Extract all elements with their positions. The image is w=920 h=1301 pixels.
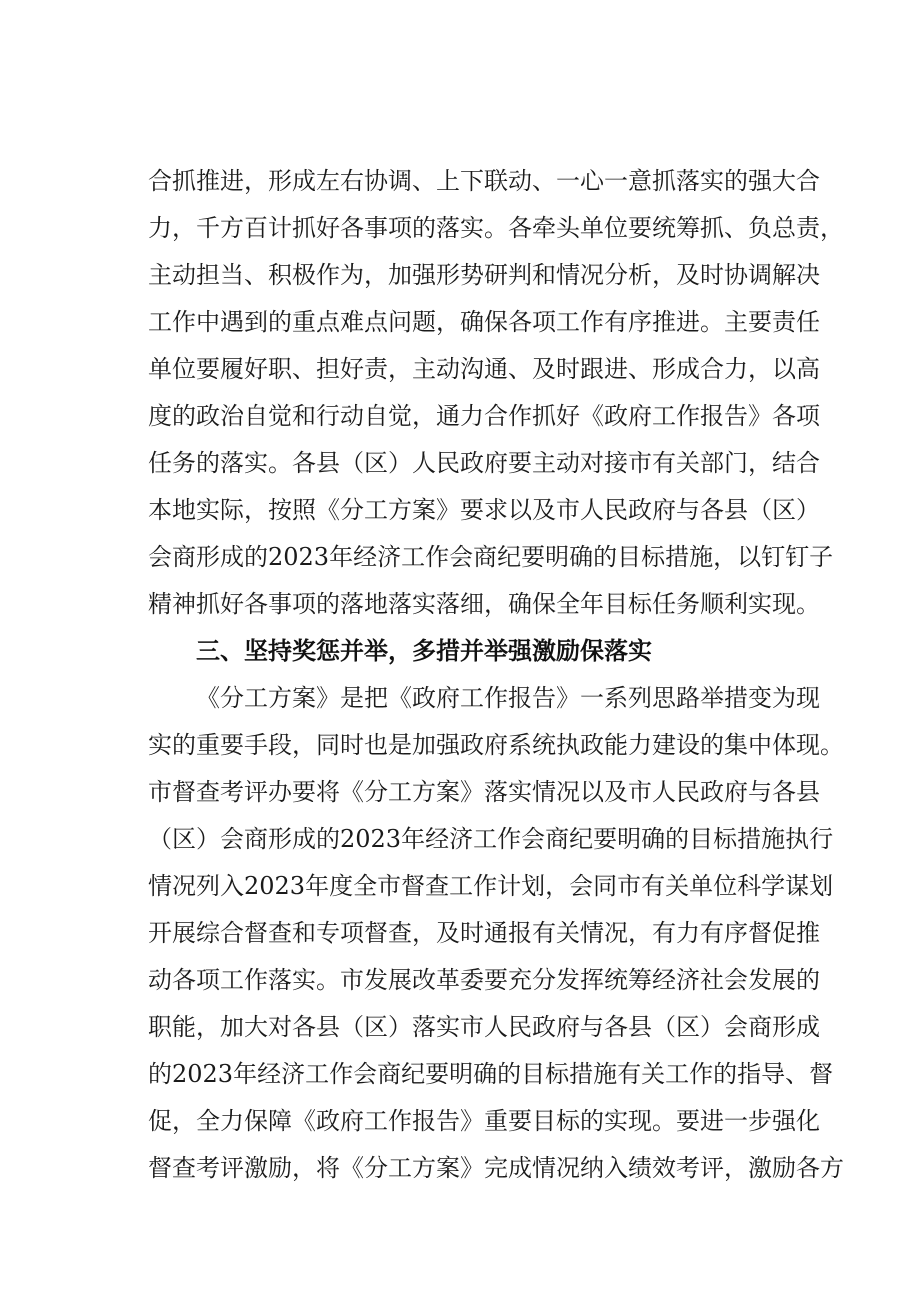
text-line: 市督查考评办要将《分工方案》落实情况以及市人民政府与各县 bbox=[148, 778, 820, 806]
text-line: 任务的落实。各县（区）人民政府要主动对接市有关部门，结合 bbox=[148, 449, 820, 477]
text-line: 《分工方案》是把《政府工作报告》一系列思路举措变为现 bbox=[196, 684, 820, 712]
text-line: 本地实际，按照《分工方案》要求以及市人民政府与各县（区） bbox=[148, 496, 820, 524]
text-line: 的2023年经济工作会商纪要明确的目标措施有关工作的指导、督 bbox=[148, 1060, 834, 1088]
text-line: 会商形成的2023年经济工作会商纪要明确的目标措施，以钉钉子 bbox=[148, 543, 834, 571]
text-line: 实的重要手段，同时也是加强政府系统执政能力建设的集中体现。 bbox=[148, 731, 844, 759]
paragraph-2 bbox=[148, 675, 844, 1192]
text-line: 开展综合督查和专项督查，及时通报有关情况，有力有序督促推 bbox=[148, 919, 820, 947]
text-line: 促，全力保障《政府工作报告》重要目标的实现。要进一步强化 bbox=[148, 1107, 820, 1135]
text-line: 主动担当、积极作为，加强形势研判和情况分析，及时协调解决 bbox=[148, 261, 820, 289]
text-line: 精神抓好各事项的落地落实落细，确保全年目标任务顺利实现。 bbox=[148, 590, 820, 618]
text-line: 情况列入2023年度全市督查工作计划，会同市有关单位科学谋划 bbox=[148, 872, 834, 900]
section-heading: 三、坚持奖惩并举，多措并举强激励保落实 bbox=[196, 637, 652, 665]
text-line: 度的政治自觉和行动自觉，通力合作抓好《政府工作报告》各项 bbox=[148, 402, 820, 430]
text-line: 督查考评激励，将《分工方案》完成情况纳入绩效考评，激励各方 bbox=[148, 1154, 844, 1182]
text-line: 单位要履好职、担好责，主动沟通、及时跟进、形成合力，以高 bbox=[148, 355, 820, 383]
paragraph-1 bbox=[148, 158, 844, 628]
text-line: 工作中遇到的重点难点问题，确保各项工作有序推进。主要责任 bbox=[148, 308, 820, 336]
document-body bbox=[148, 158, 844, 1192]
text-line: 合抓推进，形成左右协调、上下联动、一心一意抓落实的强大合 bbox=[148, 167, 820, 195]
text-line: 动各项工作落实。市发展改革委要充分发挥统筹经济社会发展的 bbox=[148, 966, 820, 994]
text-line: 力，千方百计抓好各事项的落实。各牵头单位要统筹抓、负总责， bbox=[148, 214, 844, 242]
text-line: 职能，加大对各县（区）落实市人民政府与各县（区）会商形成 bbox=[148, 1013, 820, 1041]
text-line: （区）会商形成的2023年经济工作会商纪要明确的目标措施执行 bbox=[148, 825, 834, 853]
